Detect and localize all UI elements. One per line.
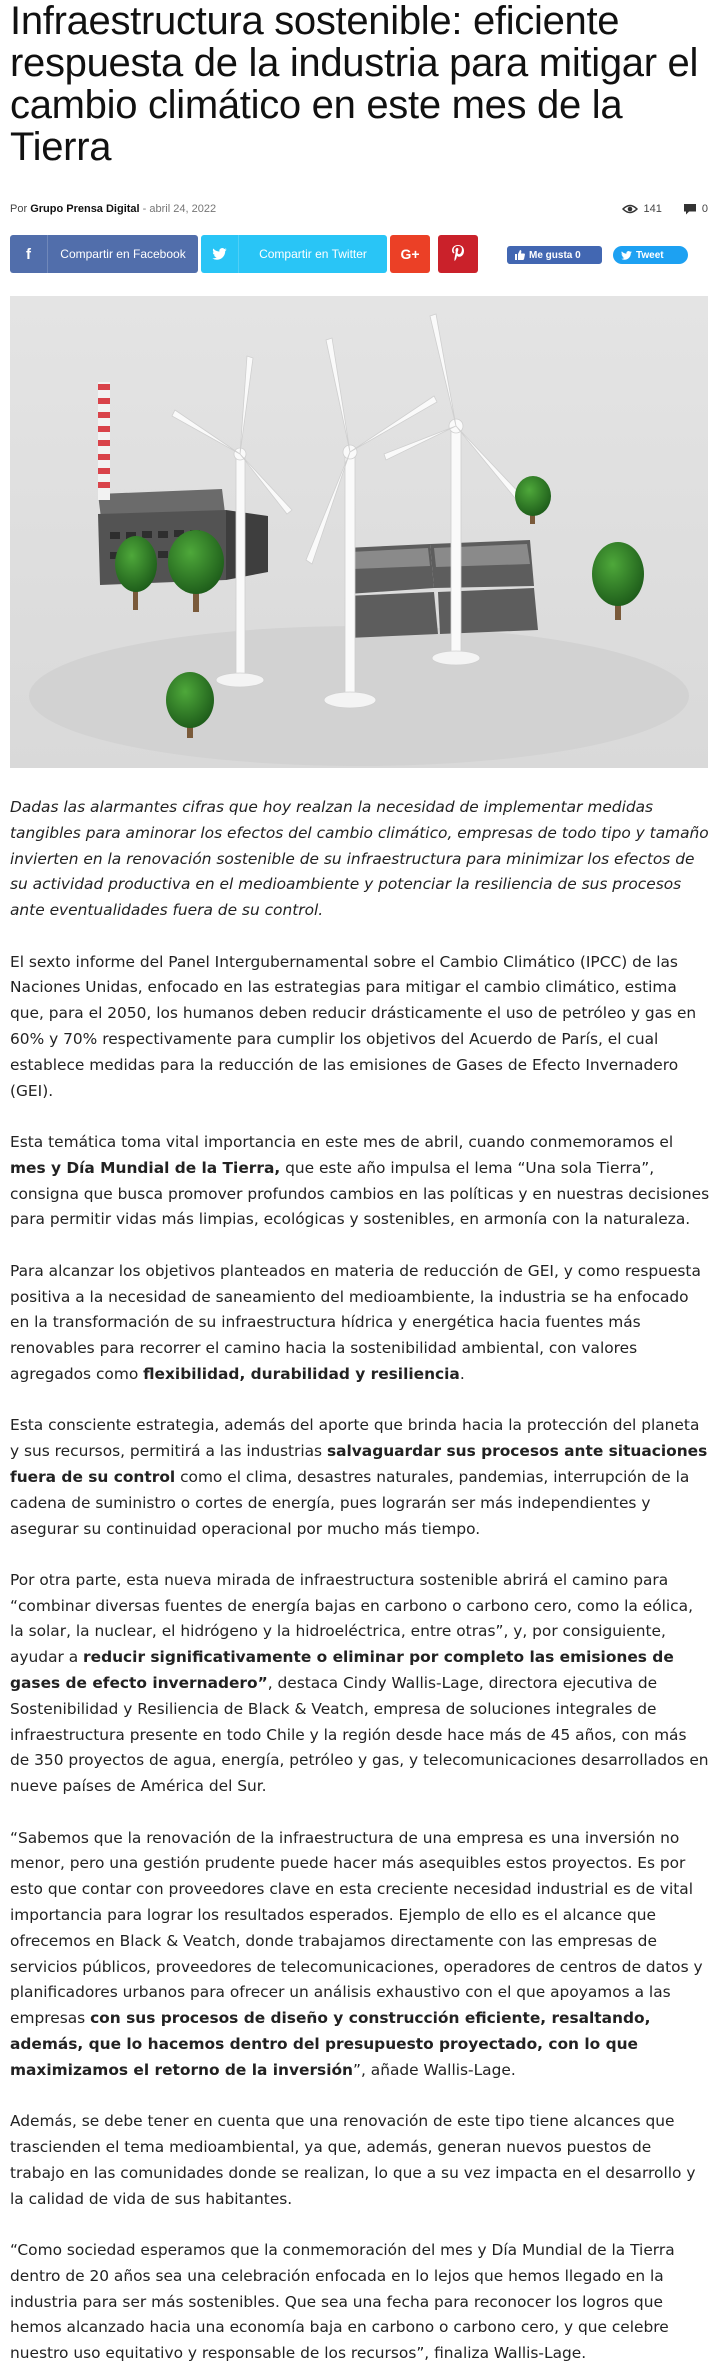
facebook-icon: f xyxy=(10,235,48,273)
publish-date: abril 24, 2022 xyxy=(149,203,217,215)
facebook-like-button[interactable] xyxy=(507,246,602,264)
paragraph-3-text-a: Para alcanzar los objetivos planteados en materia de reducción de GEI, y como respuesta positiva a la necesidad de saneamiento del medioambiente, la industria se ha enfocado en la transformación de su infraestructura hídrica y energética hacia fuentes más renovables para recorrer el camino hacia la sostenibilidad ambiental, con valores agregados como xyxy=(10,1261,701,1383)
byline-prefix: Por xyxy=(10,203,28,215)
chimney-model xyxy=(98,382,110,500)
tweet-label: Tweet xyxy=(636,249,664,261)
featured-image xyxy=(10,296,708,768)
paragraph-4-text-a: Esta consciente estrategia, además del aporte que brinda hacia la protección del planeta y sus recursos, permitirá a las industrias xyxy=(10,1416,700,1461)
twitter-icon xyxy=(201,235,239,273)
paragraph-3-text-b: . xyxy=(459,1364,465,1383)
share-facebook-label: Compartir en Facebook xyxy=(60,247,186,261)
paragraph-8: “Como sociedad esperamos que la conmemoración del mes y Día Mundial de la Tierra dentro de 20 años sea una celebración enfocada en lo lejos que hemos llegado en la industria para ser más sostenibles. Que sea una fecha para reconocer los logros que hemos alcanzado hacia una economía baja en carbono o carbono cero, y que celebre nuestro uso equitativo y responsable de los recursos”, finaliza Wallis-Lage. xyxy=(10,2241,675,2363)
googleplus-icon: G+ xyxy=(400,246,420,262)
thumbs-up-icon xyxy=(515,250,525,260)
paragraph-5-text-b: , destaca Cindy Wallis-Lage, directora ejecutiva de Sostenibilidad y Resiliencia de Black & Veatch, empresa de soluciones integrales de infraestructura presente en todo Chile y la región desde hace más de 45 años, con más de 350 proyectos de agua, energía, petróleo y gas, y telecomunicaciones desarrollados en nueve países de América del Sur. xyxy=(10,1674,709,1796)
comment-icon xyxy=(684,204,696,215)
eye-icon xyxy=(622,204,638,214)
paragraph-4-text-b: como el clima, desastres naturales, pandemias, interrupción de la cadena de suministro o cortes de energía, pues lograrán ser más independientes y asegurar su continuidad operacional por mucho más tiempo. xyxy=(10,1467,690,1538)
views-count: 141 xyxy=(643,203,662,215)
pinterest-icon xyxy=(451,245,465,264)
byline xyxy=(10,203,216,215)
article-lead: Dadas las alarmantes cifras que hoy realzan la necesidad de implementar medidas tangibles para aminorar los efectos del cambio climático, empresas de todo tipo y tamaño invierten en la renovación sostenible de su infraestructura para minimizar los efectos de su actividad productiva en el medioambiente y potenciar la resiliencia de sus procesos ante eventualidades fuera de su control. xyxy=(10,798,709,920)
paragraph-2 xyxy=(10,1130,710,1233)
article-title: Infraestructura sostenible: eficiente respuesta de la industria para mitigar el cambio climático en este mes de la Tierra xyxy=(10,0,699,169)
paragraph-6-text-a: “Sabemos que la renovación de la infraestructura de una empresa es una inversión no menor, pero una gestión prudente puede hacer más asequibles estos proyectos. Es por esto que contar con proveedores clave en esta creciente necesidad industrial es de vital importancia para lograr los resultados esperados. Ejemplo de ello es el alcance que ofrecemos en Black & Veatch, donde trabajamos directamente con las empresas de servicios públicos, proveedores de telecomunicaciones, operadores de centros de datos y planificadores urbanos para ofrecer un análisis exhaustivo con el que apoyamos a las empresas xyxy=(10,1828,703,2028)
paragraph-1: El sexto informe del Panel Intergubernamental sobre el Cambio Climático (IPCC) de las Naciones Unidas, enfocado en las estrategias para mitigar el cambio climático, estima que, para el 2050, los humanos deben reducir drásticamente el uso de petróleo y gas en 60% y 70% respectivamente para cumplir los objetivos del Acuerdo de París, el cual establece medidas para la reducción de las emisiones de Gases de Efecto Invernadero (GEI). xyxy=(10,952,697,1100)
paragraph-5-emphasis: reducir significativamente o eliminar por completo las emisiones de gases de efecto invernadero” xyxy=(10,1648,674,1693)
share-twitter-label: Compartir en Twitter xyxy=(259,247,367,261)
views-stat xyxy=(622,203,662,215)
tweet-button[interactable] xyxy=(613,246,688,264)
paragraph-6 xyxy=(10,1826,710,2084)
share-googleplus-button[interactable] xyxy=(390,235,430,273)
paragraph-7: Además, se debe tener en cuenta que una renovación de este tipo tiene alcances que trascienden el tema medioambiental, ya que, además, generan nuevos puestos de trabajo en las comunidades donde se realizan, lo que a su vez impacta en el desarrollo y la calidad de vida de sus habitantes. xyxy=(10,2112,696,2208)
paragraph-6-text-b: ”, añade Wallis-Lage. xyxy=(353,2060,516,2079)
paragraph-4 xyxy=(10,1413,710,1542)
article-body xyxy=(10,795,710,2365)
author-link[interactable]: Grupo Prensa Digital xyxy=(30,203,140,215)
article-stats xyxy=(622,203,708,215)
twitter-bird-icon xyxy=(621,251,632,260)
article-meta xyxy=(10,203,708,221)
share-bar xyxy=(10,235,708,273)
date-separator: - xyxy=(142,203,147,215)
paragraph-2-text-a: Esta temática toma vital importancia en este mes de abril, cuando conmemoramos el xyxy=(10,1132,674,1151)
paragraph-5 xyxy=(10,1568,710,1800)
paragraph-2-emphasis: mes y Día Mundial de la Tierra, xyxy=(10,1158,281,1177)
paragraph-5-text-a: Por otra parte, esta nueva mirada de infraestructura sostenible abrirá el camino para “combinar diversas fuentes de energía bajas en carbono o carbono cero, como la eólica, la solar, la nuclear, el hidrógeno y la hidroeléctrica, entre otras”, y, por consiguiente, ayudar a xyxy=(10,1570,693,1667)
comments-count: 0 xyxy=(701,203,708,215)
paragraph-2-text-b: que este año impulsa el lema “Una sola Tierra”, consigna que busca promover profundos cambios en las políticas y en nuestras decisiones para permitir vidas más limpias, ecológicas y sostenibles, en armonía con la naturaleza. xyxy=(10,1158,710,1229)
comments-stat[interactable] xyxy=(684,203,708,215)
share-facebook-button[interactable] xyxy=(10,235,198,273)
paragraph-4-emphasis: salvaguardar sus procesos ante situaciones fuera de su control xyxy=(10,1442,708,1486)
like-label: Me gusta 0 xyxy=(529,249,581,261)
share-pinterest-button[interactable] xyxy=(438,235,478,273)
paragraph-6-emphasis: con sus procesos de diseño y construcción eficiente, resaltando, además, que lo hacemos dentro del presupuesto proyectado, con lo que maximizamos el retorno de la inversión xyxy=(10,2009,651,2079)
paragraph-3 xyxy=(10,1259,710,1388)
share-twitter-button[interactable] xyxy=(201,235,387,273)
paragraph-3-emphasis: flexibilidad, durabilidad y resiliencia xyxy=(143,1364,460,1383)
